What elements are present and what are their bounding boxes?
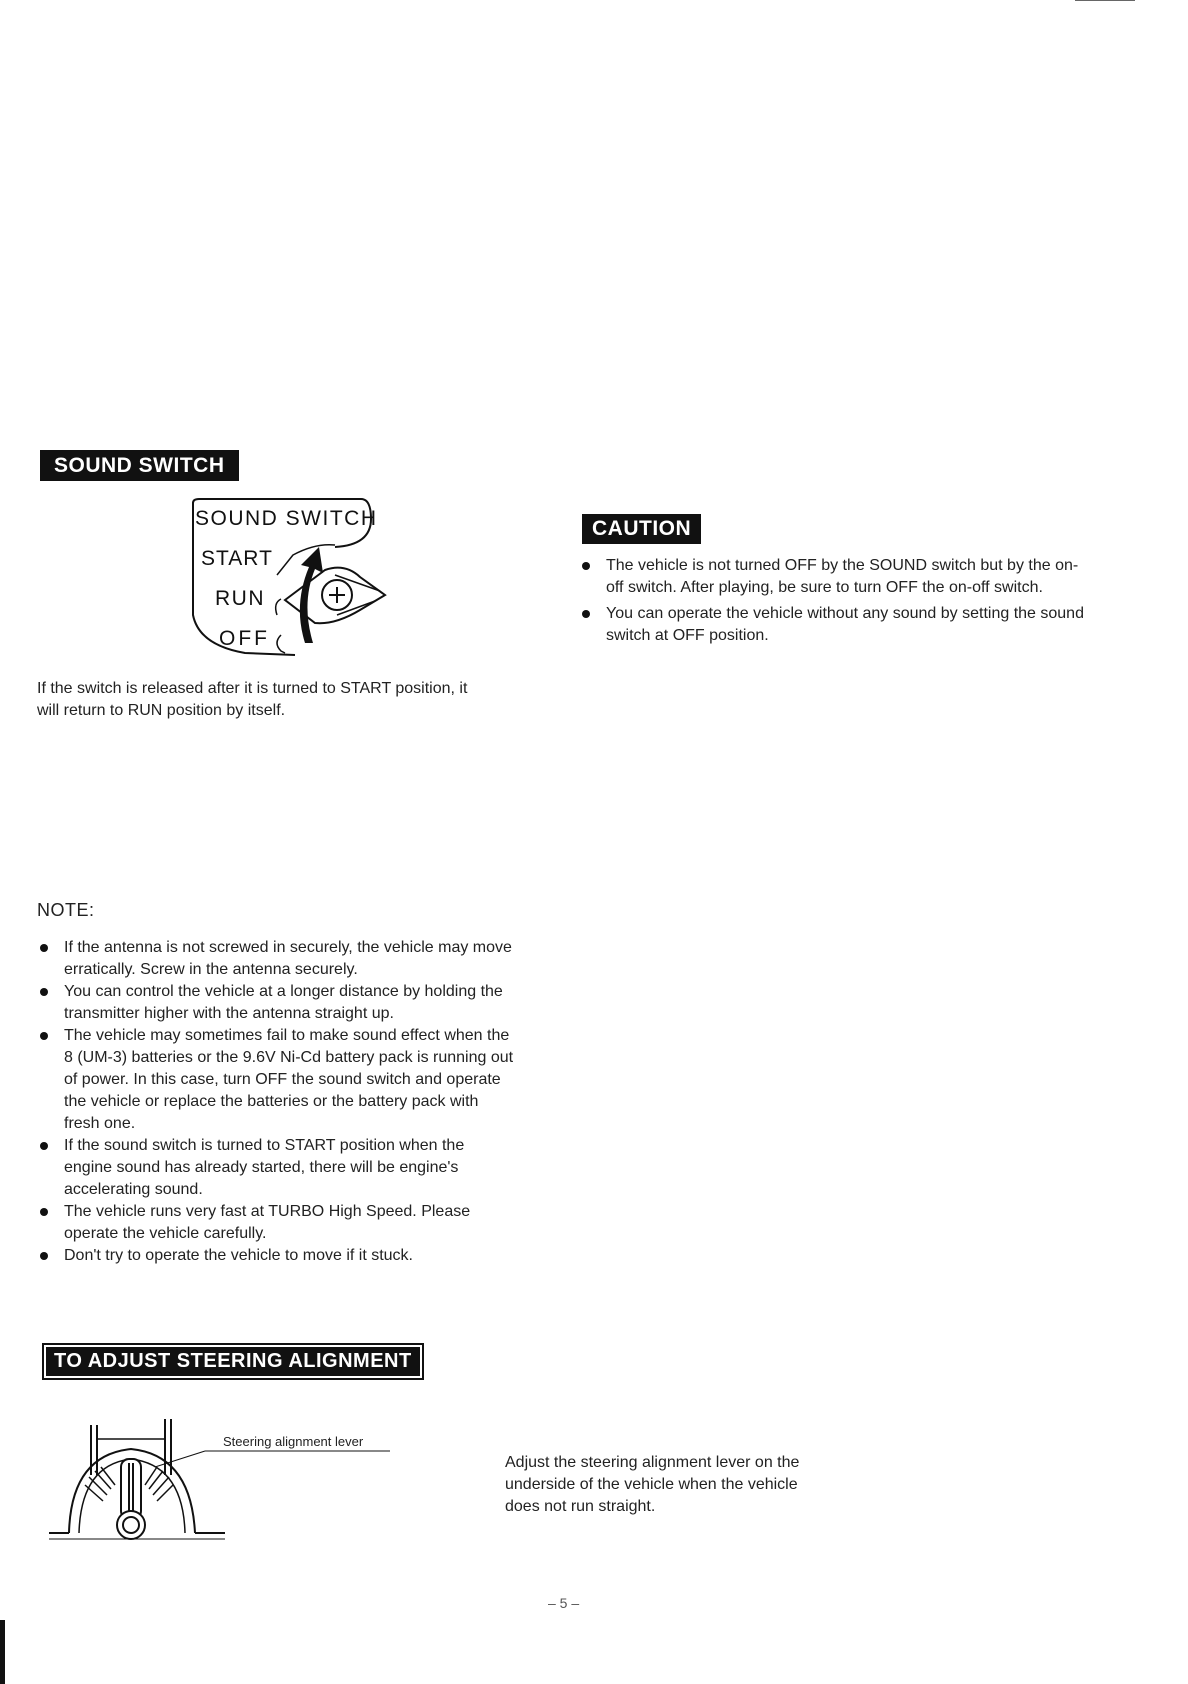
note-item: Don't try to operate the vehicle to move if it stuck.	[40, 1245, 515, 1267]
sound-switch-caption: If the switch is released after it is turned to START position, it will return to RUN position by itself.	[37, 680, 468, 719]
label-off: OFF	[219, 627, 270, 650]
note-item: The vehicle runs very fast at TURBO High Speed. Please operate the vehicle carefully.	[40, 1201, 515, 1245]
bullet-icon	[40, 944, 48, 952]
caution-header: CAUTION	[582, 514, 701, 544]
note-title: NOTE:	[37, 900, 95, 920]
scan-edge-mark	[0, 1620, 5, 1684]
label-run: RUN	[215, 587, 265, 610]
sound-switch-figure	[185, 495, 425, 665]
steering-lever-label: Steering alignment lever	[223, 1434, 364, 1449]
figure-title: SOUND SWITCH	[195, 507, 378, 530]
caution-item: The vehicle is not turned OFF by the SOUND switch but by the on-off switch. After playing, be sure to turn OFF the on-off switch.	[582, 555, 1092, 599]
bullet-icon	[40, 1208, 48, 1216]
bullet-icon	[40, 1032, 48, 1040]
steering-figure	[45, 1415, 405, 1545]
bullet-icon	[582, 562, 590, 570]
note-item: The vehicle may sometimes fail to make sound effect when the 8 (UM-3) batteries or the 9.6V Ni-Cd battery pack is running out of power. In this case, turn OFF the sound switch and operate the vehicle or replace the batteries or the battery pack with fresh one.	[40, 1025, 515, 1135]
top-rule	[1075, 0, 1135, 1]
note-item: You can control the vehicle at a longer distance by holding the transmitter higher with the antenna straight up.	[40, 981, 515, 1025]
bullet-icon	[582, 610, 590, 618]
caution-list	[582, 555, 1092, 647]
sound-switch-header: SOUND SWITCH	[40, 450, 239, 481]
note-item: If the antenna is not screwed in securely, the vehicle may move erratically. Screw in the antenna securely.	[40, 937, 515, 981]
steering-text: Adjust the steering alignment lever on the underside of the vehicle when the vehicle does not run straight.	[505, 1454, 800, 1515]
steering-header: TO ADJUST STEERING ALIGNMENT	[46, 1347, 420, 1376]
bullet-icon	[40, 1252, 48, 1260]
caution-item: You can operate the vehicle without any sound by setting the sound switch at OFF position.	[582, 603, 1092, 647]
note-item: If the sound switch is turned to START position when the engine sound has already started, there will be engine's accelerating sound.	[40, 1135, 515, 1201]
label-start: START	[201, 547, 273, 570]
page-number: – 5 –	[548, 1595, 580, 1611]
bullet-icon	[40, 988, 48, 996]
bullet-icon	[40, 1142, 48, 1150]
note-list	[40, 937, 515, 1267]
